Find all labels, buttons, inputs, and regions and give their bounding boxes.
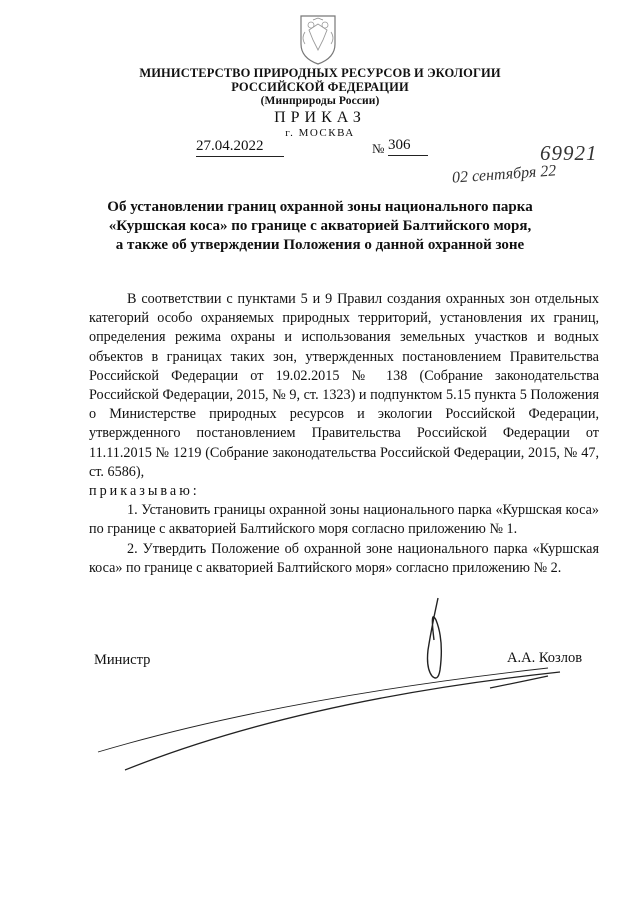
ministry-header [120,66,520,108]
signatory-position: Министр [94,652,151,668]
title-line2: «Куршская коса» по границе с акваторией Балтийского моря, [108,218,532,234]
preamble-paragraph: В соответствии с пунктами 5 и 9 Правил создания охранных зон отдельных категорий особо охраняемых природных территорий, установления их границ, определения режима охраны и использования земельных участков и водных объектов в границах таких зон, утвержденных постановлением Правительства Российской Федерации от 19.02.2015 № 138 (Собрание законодательства Российской Федерации, 2015, № 9, ст. 1323) и подпунктом 5.15 пункта 5 Положения о Министерстве природных ресурсов и экологии Российской Федерации, утвержденного постановлением Правительства Российской Федерации от 11.11.2015 № 1219 (Собрание законодательства Российской Федерации, 2015, № 47, ст. 6586), [89,291,599,480]
document-type-heading: ПРИКАЗ [274,109,366,126]
order-title [100,198,540,255]
title-line3: а также об утверждении Положения о данной охранной зоне [115,237,525,253]
coat-of-arms-emblem [287,10,349,66]
order-number: 306 [388,137,428,156]
ministry-name-line1: МИНИСТЕРСТВО ПРИРОДНЫХ РЕСУРСОВ И ЭКОЛОГИИ [139,66,501,80]
order-body [89,290,599,578]
ministry-name-line2: РОССИЙСКОЙ ФЕДЕРАЦИИ [231,80,409,94]
ministry-short-name: (Минприроды России) [260,95,380,107]
handwritten-registration-date: 02 сентября 22 [451,162,557,187]
title-line1: Об установлении границ охранной зоны национального парка [107,199,533,215]
number-sign: № [372,141,385,156]
handwritten-registration-number: 69921 [540,141,598,165]
order-item-2: 2. Утвердить Положение об охранной зоне национального парка «Куршская коса» по границе с акваторией Балтийского моря» согласно приложению № 2. [89,540,599,576]
order-item-1: 1. Установить границы охранной зоны национального парка «Куршская коса» по границе с акваторией Балтийского моря согласно приложению № 1. [89,502,599,538]
city-label: г. МОСКВА [285,127,355,139]
order-keyword: приказываю: [89,483,200,500]
signatory-name: А.А. Козлов [507,650,583,666]
order-date: 27.04.2022 [196,138,284,157]
